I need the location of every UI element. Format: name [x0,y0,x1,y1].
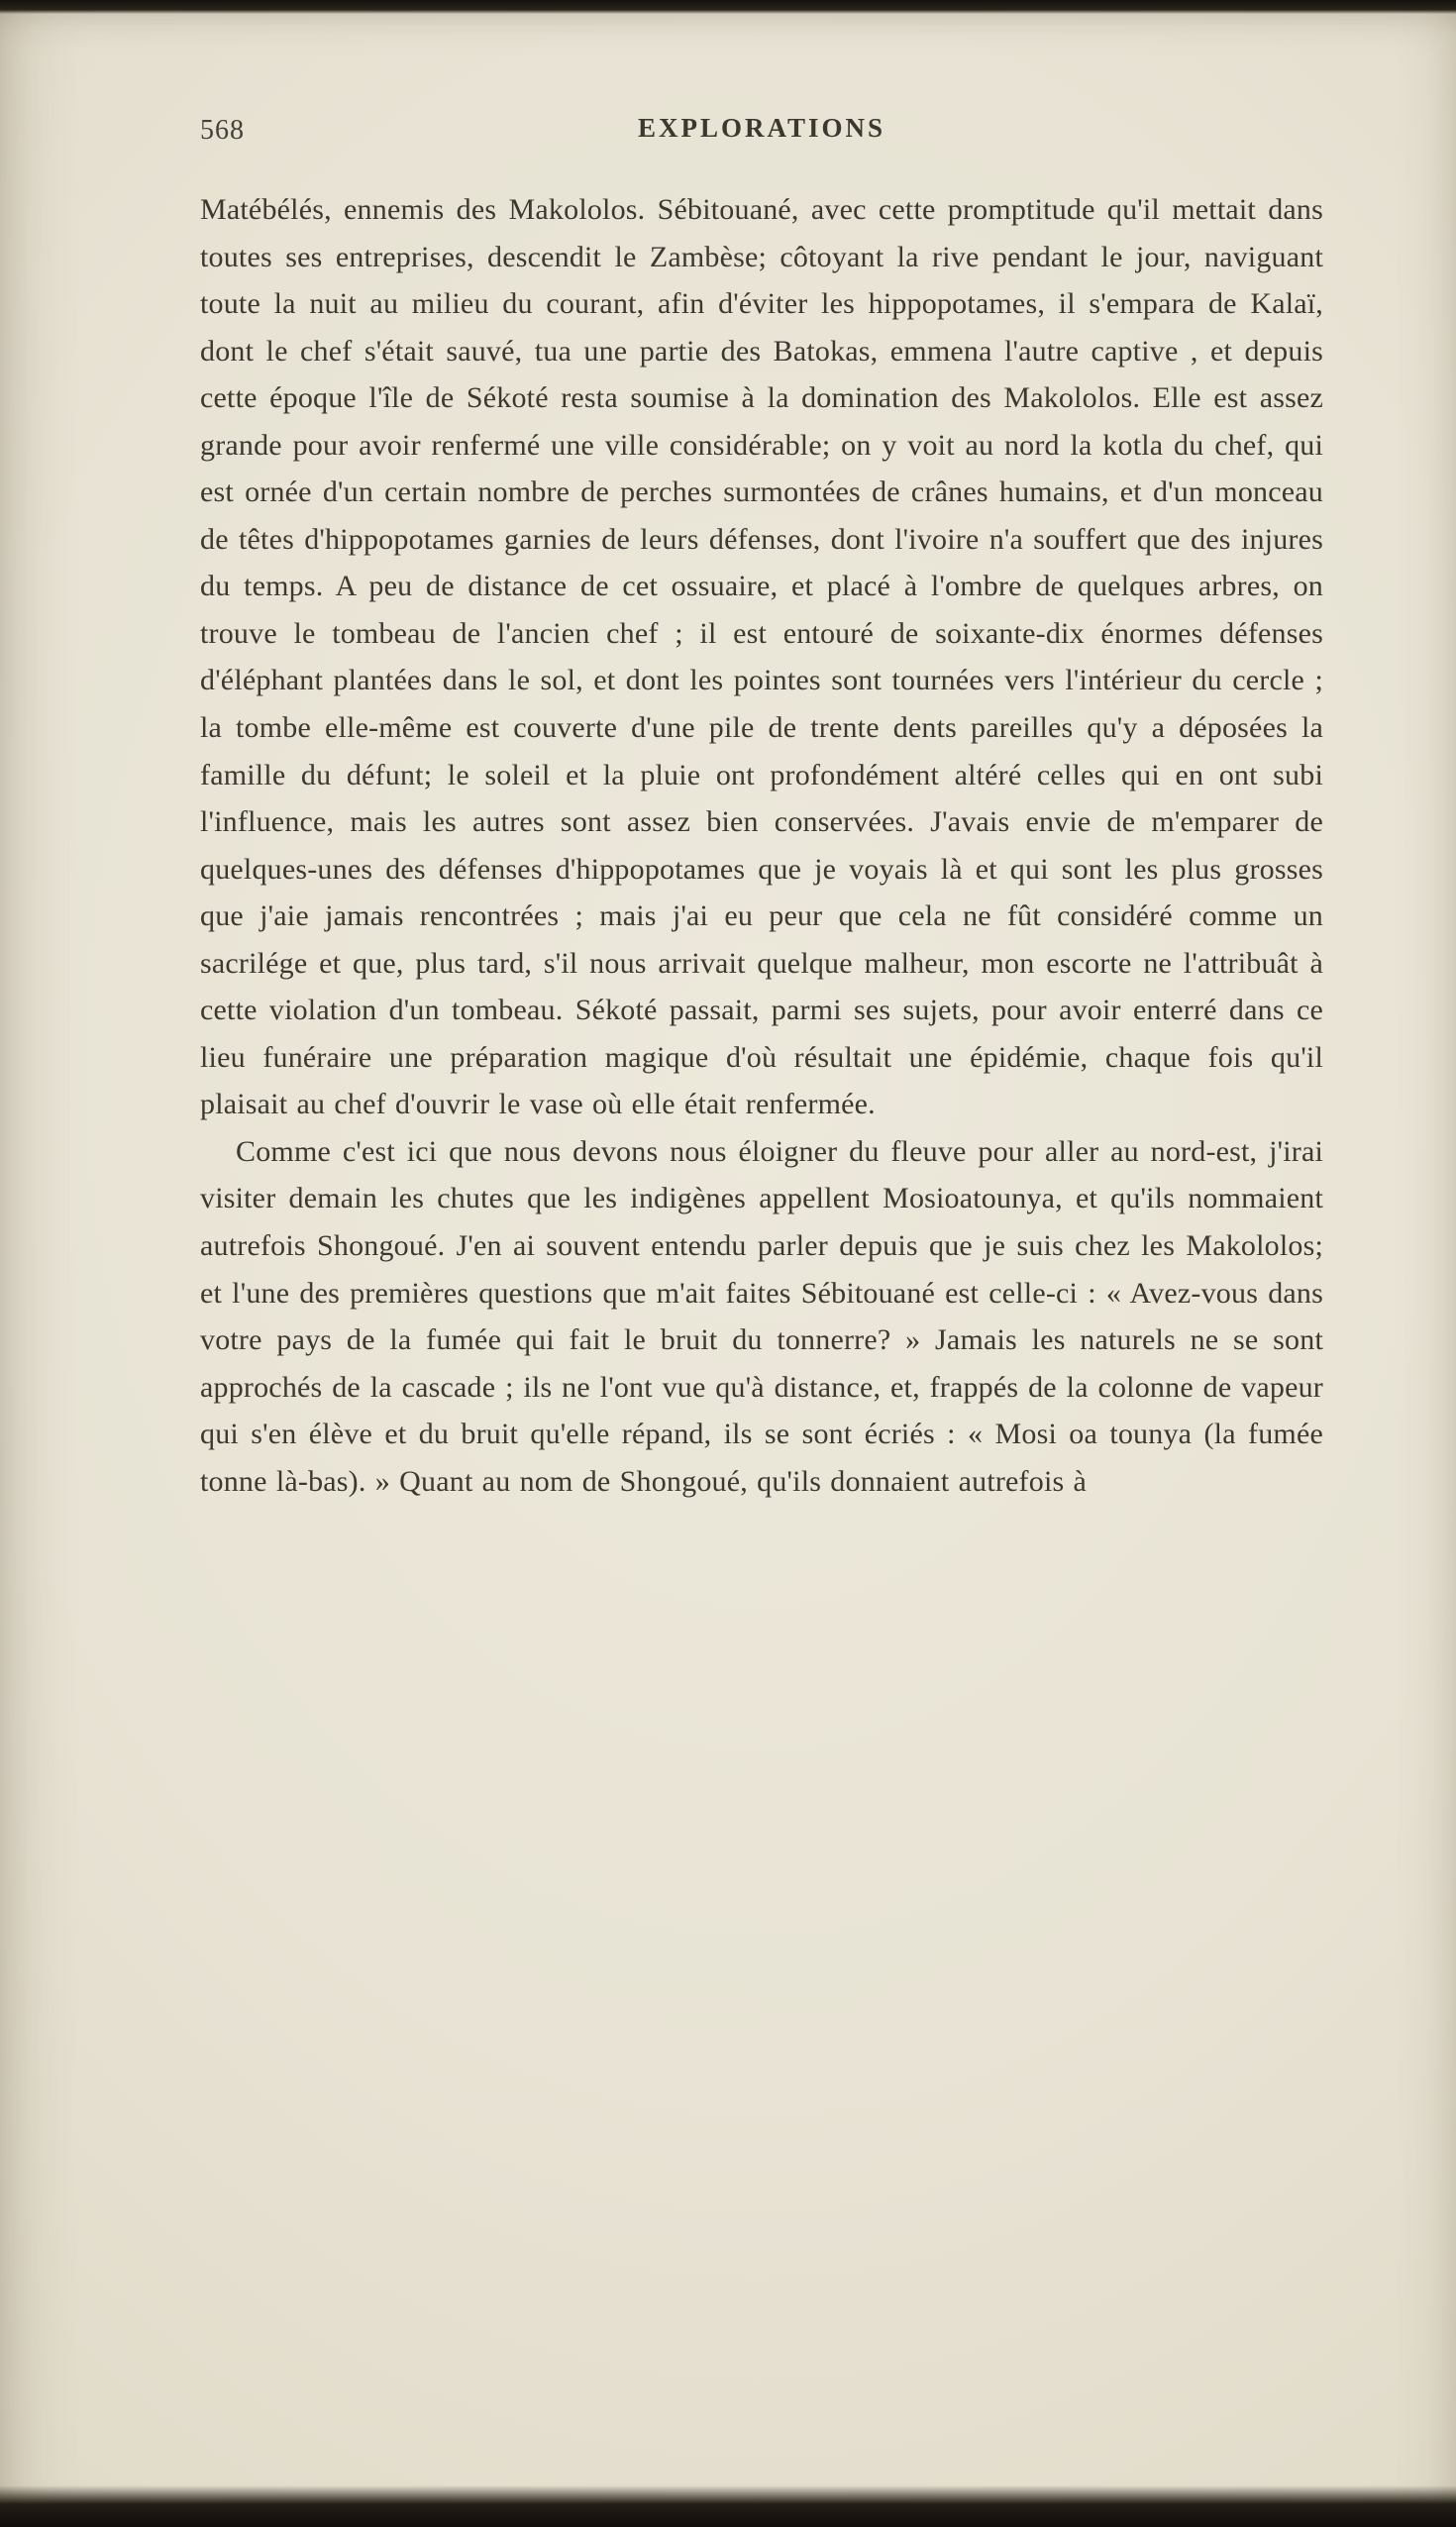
paragraph: Matébélés, ennemis des Makololos. Sébitouané, avec cette promptitude qu'il mettait dans toutes ses entreprises, descendit le Zambèse; côtoyant la rive pendant le jour, naviguant toute la nuit au milieu du courant, afin d'éviter les hippopotames, il s'empara de Kalaï, dont le chef s'était sauvé, tua une partie des Batokas, emmena l'autre captive , et depuis cette époque l'île de Sékoté resta soumise à la domination des Makololos. Elle est assez grande pour avoir renfermé une ville considérable; on y voit au nord la kotla du chef, qui est ornée d'un certain nombre de perches surmontées de crânes humains, et d'un monceau de têtes d'hippopotames garnies de leurs défenses, dont l'ivoire n'a souffert que des injures du temps. A peu de distance de cet ossuaire, et placé à l'ombre de quelques arbres, on trouve le tombeau de l'ancien chef ; il est entouré de soixante-dix énormes défenses d'éléphant plantées dans le sol, et dont les pointes sont tournées vers l'intérieur du cercle ; la tombe elle-même est couverte d'une pile de trente dents pareilles qu'y a déposées la famille du défunt; le soleil et la pluie ont profondément altéré celles qui en ont subi l'influence, mais les autres sont assez bien conservées. J'avais envie de m'emparer de quelques-unes des défenses d'hippopotames que je voyais là et qui sont les plus grosses que j'aie jamais rencontrées ; mais j'ai eu peur que cela ne fût considéré comme un sacrilége et que, plus tard, s'il nous arrivait quelque malheur, mon escorte ne l'attribuât à cette violation d'un tombeau. Sékoté passait, parmi ses sujets, pour avoir enterré dans ce lieu funéraire une préparation magique d'où résultait une épidémie, chaque fois qu'il plaisait au chef d'ouvrir le vase où elle était renfermée. [200,193,1323,1121]
scan-edge-bottom [0,2485,1456,2527]
paragraph: Comme c'est ici que nous devons nous éloigner du fleuve pour aller au nord-est, j'irai visiter demain les chutes que les indigènes appellent Mosioatounya, et qu'ils nommaient autrefois Shongoué. J'en ai souvent entendu parler depuis que je suis chez les Makololos; et l'une des premières questions que m'ait faites Sébitouané est celle-ci : « Avez-vous dans votre pays de la fumée qui fait le bruit du tonnerre? » Jamais les naturels ne se sont approchés de la cascade ; ils ne l'ont vue qu'à distance, et, frappés de la colonne de vapeur qui s'en élève et du bruit qu'elle répand, ils se sont écriés : « Mosi oa tounya (la fumée tonne là-bas). » Quant au nom de Shongoué, qu'ils donnaient autrefois à [200,1134,1323,1498]
body-text [200,186,1323,1505]
text-block [200,109,1323,1505]
running-title: EXPLORATIONS [637,113,886,143]
page-number: 568 [200,115,245,146]
running-head [200,109,1323,155]
scan-edge-top [0,0,1456,14]
